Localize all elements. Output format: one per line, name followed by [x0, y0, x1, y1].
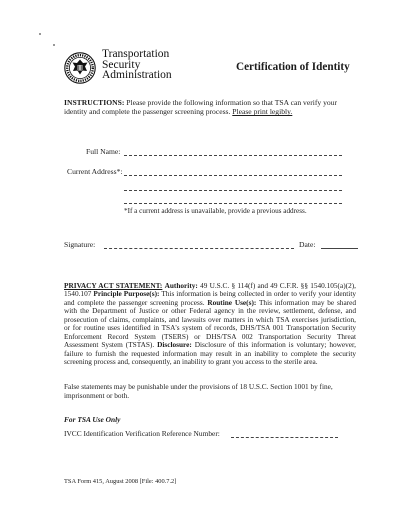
agency-name-line: Transportation — [102, 48, 170, 60]
authority-text: 49 U.S.C. § 114(f) and 49 C.F.R. §§ 1540.105(a)(2), 1540.107 — [64, 281, 356, 299]
full-name-field[interactable] — [124, 155, 342, 156]
instructions-emphasis: Please print legibly. — [232, 107, 293, 117]
instructions-label: INSTRUCTIONS: — [64, 98, 125, 107]
purpose-text: This information is being collected in order to verify your identity and complete the passenger screening process. — [64, 289, 356, 307]
full-name-label: Full Name: — [86, 147, 121, 156]
routine-uses-label: Routine Use(s): — [207, 297, 257, 307]
scan-speck — [39, 33, 41, 35]
date-label: Date: — [299, 240, 316, 249]
address-field-line-1[interactable] — [124, 175, 342, 176]
agency-name — [102, 49, 172, 81]
privacy-heading: PRIVACY ACT STATEMENT: — [64, 281, 163, 290]
signature-field[interactable] — [104, 248, 294, 249]
date-field[interactable] — [321, 248, 358, 249]
disclosure-text: Disclosure of this information is voluntary; however, failure to furnish the requested information may result in an inability to complete the security screening process and, consequently, an inability to grant you access to the sterile area. — [64, 340, 357, 367]
agency-name-line: Security — [102, 58, 141, 71]
ivcc-label: IVCC Identification Verification Reference Number: — [64, 429, 220, 438]
ivcc-field[interactable] — [231, 437, 338, 438]
current-address-label: Current Address*: — [67, 167, 123, 176]
routine-uses-text: This information may be shared with the Department of Justice or other Federal agency in the review, settlement, defense, and prosecution of claims, complaints, and lawsuits over matters in which TSA exercises jurisdiction, or for routine uses identified in TSA's system of records, DHS/TSA 001 Transportation Security Enforcement Record System (TSERS) or DHS/TSA 002 Transportation Security Threat Assessment System (TSTAS). — [64, 297, 356, 350]
disclosure-label: Disclosure: — [157, 340, 192, 350]
purpose-label: Principle Purpose(s): — [93, 289, 160, 299]
authority-label: Authority: — [164, 281, 198, 290]
instructions — [64, 98, 354, 117]
dhs-seal-icon — [64, 52, 96, 84]
scan-speck — [53, 44, 55, 46]
address-field-line-3[interactable] — [124, 203, 342, 204]
signature-label: Signature: — [64, 240, 96, 249]
tsa-use-heading: For TSA Use Only — [64, 415, 121, 424]
false-statements-notice: False statements may be punishable under the provisions of 18 U.S.C. Section 1001 by fine, imprisonment or both. — [64, 382, 333, 400]
instructions-text: Please provide the following information so that TSA can verify your identity and complete the passenger screening process. — [64, 98, 338, 117]
agency-name-line: Administration — [102, 69, 172, 81]
privacy-act-statement — [64, 282, 356, 367]
address-field-line-2[interactable] — [124, 190, 342, 191]
form-footer: TSA Form 415, August 2008 [File: 400.7.2] — [64, 478, 177, 485]
document-title: Certification of Identity — [236, 61, 350, 73]
address-note: *If a current address is unavailable, provide a previous address. — [124, 207, 307, 215]
